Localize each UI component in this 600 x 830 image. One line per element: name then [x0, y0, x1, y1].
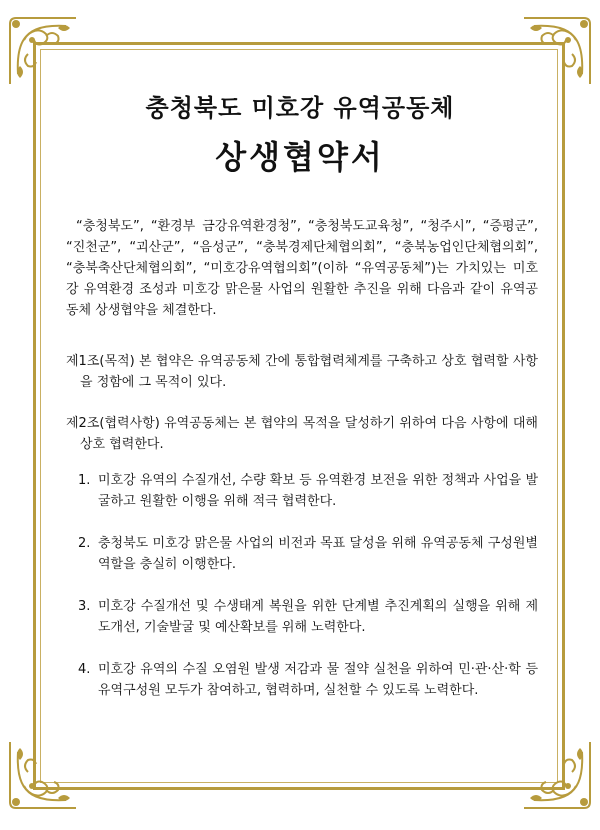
list-item-number: 2.	[78, 536, 91, 551]
list-item-text: 충청북도 미호강 맑은물 사업의 비전과 목표 달성을 위해 유역공동체 구성원별 역할을 충실히 이행한다.	[98, 536, 538, 572]
document-title-line1: 충청북도 미호강 유역공동체	[145, 93, 455, 122]
preamble-paragraph: “충청북도”, “환경부 금강유역환경청”, “충청북도교육청”, “청주시”, “증평군”, “진천군”, “괴산군”, “음성군”, “충북경제단체협의회”, “충북농업인단체협의회”, “충북축산단체협의회”, “미호강유역협의회”(이하 “유역공동체”)는 가치있는 미호강 유역환경 조성과 미호강 맑은물 사업의 원활한 추진을 위해 다음과 같이 유역공동체 상생협약을 체결한다.	[66, 219, 538, 318]
list-item-text: 미호강 유역의 수질개선, 수량 확보 등 유역환경 보전을 위한 정책과 사업을 발굴하고 원활한 이행을 위해 적극 협력한다.	[98, 473, 538, 509]
ornament-icon	[6, 14, 80, 88]
list-item-text: 미호강 유역의 수질 오염원 발생 저감과 물 절약 실천을 위하여 민·관·산·학 등 유역구성원 모두가 참여하고, 협력하며, 실천할 수 있도록 노력한다.	[98, 662, 538, 698]
document-title-line2: 상생협약서	[215, 138, 385, 176]
list-item-text: 미호강 수질개선 및 수생태계 복원을 위한 단계별 추진계획의 실행을 위해 제도개선, 기술발굴 및 예산확보를 위해 노력한다.	[98, 599, 538, 635]
list-item-number: 1.	[78, 473, 91, 488]
list-item-number: 3.	[78, 599, 91, 614]
list-item	[78, 533, 538, 575]
cooperation-items-list	[78, 470, 538, 722]
list-item	[78, 659, 538, 701]
ornament-icon	[520, 14, 594, 88]
list-item	[78, 470, 538, 512]
list-item	[78, 596, 538, 638]
list-item-number: 4.	[78, 662, 91, 677]
article-2: 제2조(협력사항) 유역공동체는 본 협약의 목적을 달성하기 위하여 다음 사항에 대해 상호 협력한다.	[66, 416, 538, 452]
ornament-icon	[520, 738, 594, 812]
ornament-icon	[6, 738, 80, 812]
article-1: 제1조(목적) 본 협약은 유역공동체 간에 통합협력체계를 구축하고 상호 협력할 사항을 정함에 그 목적이 있다.	[66, 354, 538, 390]
